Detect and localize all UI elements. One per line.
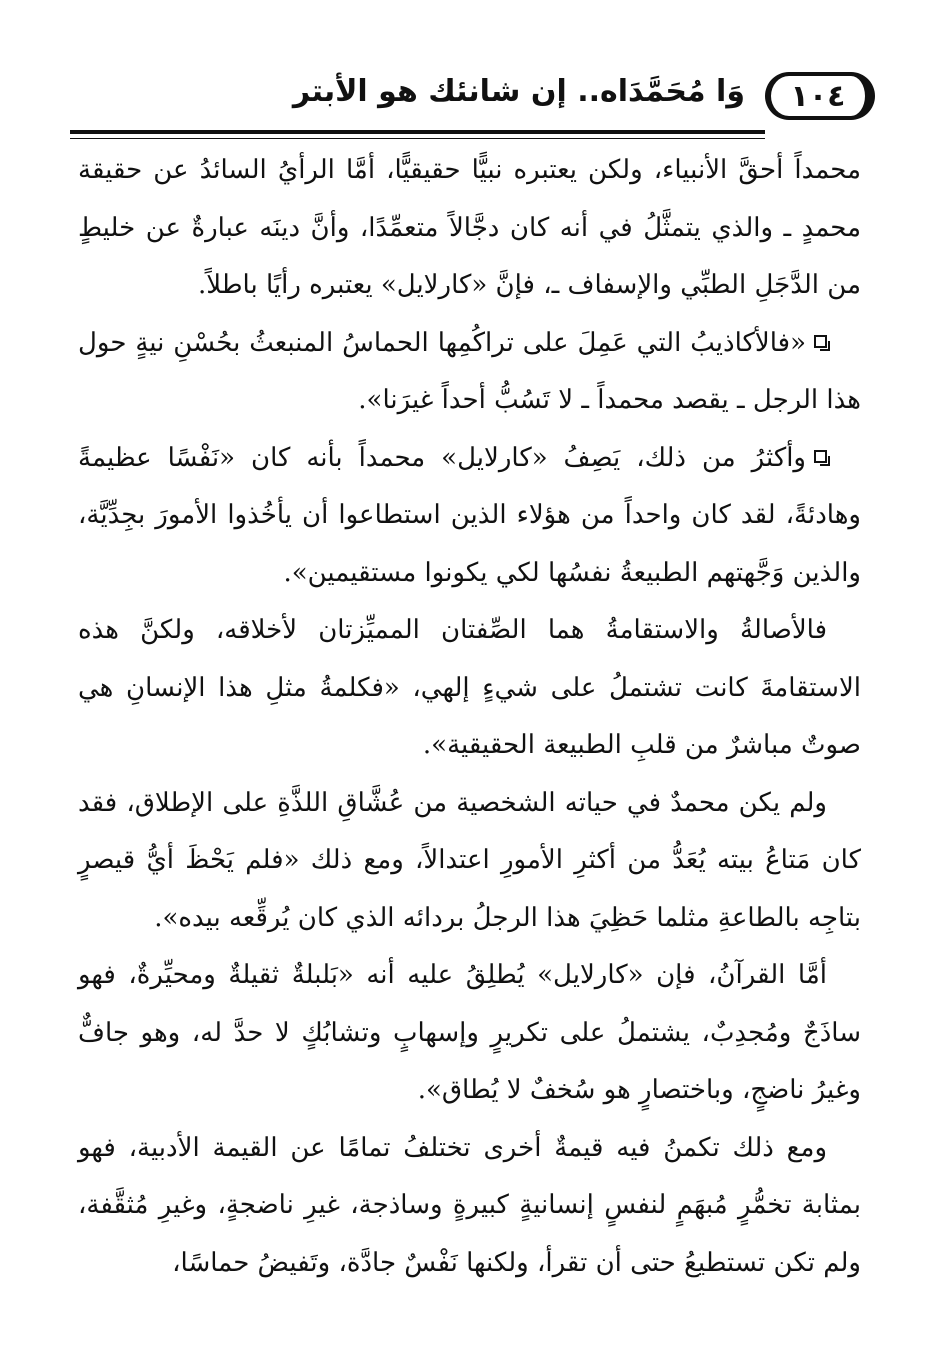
paragraph [78, 947, 861, 1120]
paragraph-text: ومع ذلك تكمنُ فيه قيمةٌ أخرى تختلفُ تمامًا عن القيمة الأدبية، فهو بمثابة تخمُّرٍ مُبهَمٍ لنفسٍ إنسانيةٍ كبيرةٍ وساذجة، غيرِ ناضجةٍ، وغيرِ مُثقَّفة، ولم تكن تستطيعُ حتى أن تقرأ، ولكنها نَفْسٌ جادَّة، وتَفيضُ حماسًا، [78, 1132, 861, 1278]
header-rule-thick [70, 130, 765, 134]
paragraph [78, 1120, 861, 1293]
paragraph-text: وأكثرُ من ذلك، يَصِفُ «كارلايل» محمداً بأنه كان «نَفْسًا عظيمةً وهادئةً، لقد كان واحداً من هؤلاء الذين استطاعوا أن يأخُذوا الأمورَ بجِدِّيَّة، والذين وَجَّهتهم الطبيعةُ نفسُها لكي يكونوا مستقيمين». [78, 442, 861, 588]
paragraph [78, 602, 861, 775]
paragraph [78, 142, 861, 315]
bullet-square-icon [814, 335, 827, 348]
paragraph-text: أمَّا القرآنُ، فإن «كارلايل» يُطلِقُ عليه أنه «بَلبلةٌ ثقيلةٌ ومحيِّرةٌ، فهو ساذَجٌ ومُجدِبٌ، يشتملُ على تكريرٍ وإسهابٍ وتشابُكٍ لا حدَّ له، وهو جافٌّ وغيرُ ناضجٍ، وباختصارٍ هو سُخفٌ لا يُطاق». [78, 960, 861, 1105]
paragraph [78, 775, 861, 948]
bullet-square-icon [814, 450, 827, 463]
running-title: وَا مُحَمَّدَاه.. إن شانئك هو الأبتر [292, 74, 745, 109]
header-rule-thin [70, 138, 765, 139]
page-body [78, 142, 861, 1292]
paragraph-text: فالأصالةُ والاستقامةُ هما الصِّفتان المميِّزتان لأخلاقه، ولكنَّ هذه الاستقامةَ كانت تشتملُ على شيءٍ إلهي، «فكلمةُ مثلِ هذا الإنسانِ هي صوتٌ مباشرٌ من قلبِ الطبيعة الحقيقية». [78, 615, 861, 760]
paragraph-text: «فالأكاذيبُ التي عَمِلَ على تراكُمِها الحماسُ المنبعثُ بحُسْنِ نيةٍ حول هذا الرجل ـ يقصد محمداً ـ لا تَسُبُّ أحداً غيرَنا». [78, 327, 861, 415]
page-number: ١٠٤ [765, 72, 875, 120]
paragraph-text: محمداً أحقَّ الأنبياء، ولكن يعتبره نبيًّا حقيقيًّا، أمَّا الرأيُ السائدُ عن حقيقة محمدٍ ـ والذي يتمثَّلُ في أنه كان دجَّالاً متعمِّدًا، وأنَّ دينَه عبارةٌ عن خليطٍ من الدَّجَلِ الطبِّي والإسفاف ـ، فإنَّ «كارلايل» يعتبره رأيًا باطلاً. [78, 155, 861, 300]
paragraph [78, 315, 861, 430]
paragraph-text: ولم يكن محمدٌ في حياته الشخصية من عُشَّاقِ اللذَّةِ على الإطلاق، فقد كان مَتاعُ بيته يُعَدُّ من أكثرِ الأمورِ اعتدالاً، ومع ذلك «فلم يَحْظَ أيُّ قيصرٍ بتاجِه بالطاعةِ مثلما حَظِيَ هذا الرجلُ بردائه الذي كان يُرقِّعه بيده». [78, 787, 861, 933]
page-header [70, 60, 875, 140]
paragraph [78, 430, 861, 603]
